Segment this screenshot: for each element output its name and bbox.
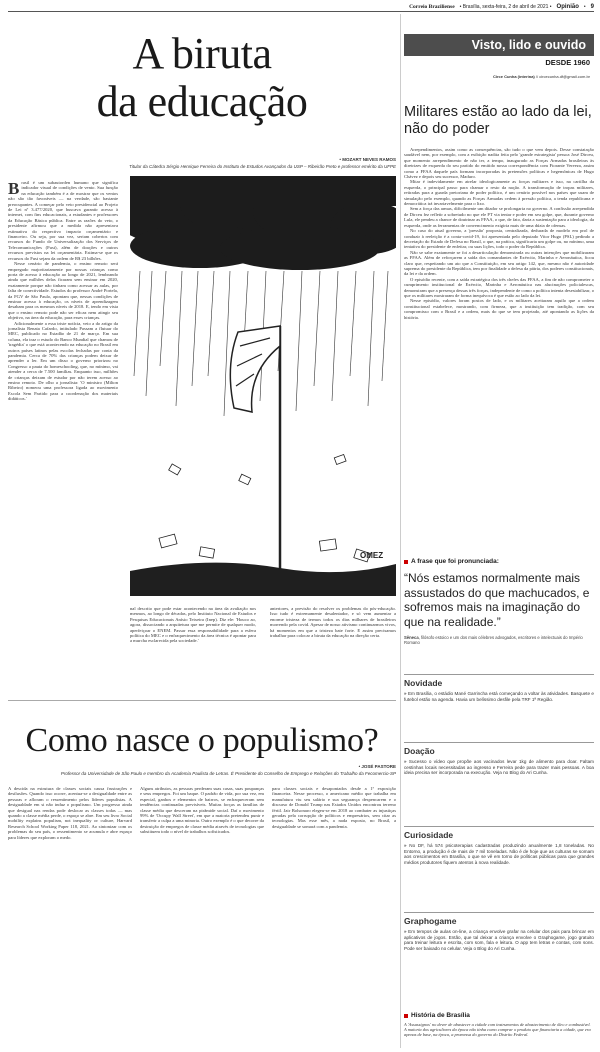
column-author-email: circecunha.df@gmail.com.br [539,74,590,79]
note-title: Curiosidade [404,826,594,840]
note-body: Em Brasília, o estádio Mané Garrincha está começando a voltar às atividades. Basquete e futebol estão na agenda. Havia um belíssimo desfile pela TRF 1ª Região. [404,691,594,702]
paragraph: Adicionalmente a essa triste notícia, veio a do artigo da jornalista Renata Cafardo, intitulado Passam a flutuar do MEC, publicado no Estadão de 21 de março. Em sua coluna, ela traz o estudo do Banco Mundial que chamou de 'tragédia' o que está acontecendo na educação no Brasil em outros países latinos pelas escolas fechadas por conta da pandemia. Cerca de 70% das crianças podem deixar de aprender a ler. Em um disso o governo priorizou no Congresso a pauta do homeschooling, que, no mínimo, vai atender a cerca de 7.500 famílias. Enquanto isso, milhões de crianças deixam de estudar por não terem acesso ao ensino remoto. De olho a jornalista: 'O ministro (Milton Ribeiro) nomeou uma professora ligada ao movimento Escola Sem Partido para a coordenação dos materiais didáticos.' [8,320,118,402]
article-title-education [8,30,396,126]
paragraph: Arrependimentos, assim como as consequências, são tudo o que vem depois. Desse constatação saudável nem, por exemplo, com a exibição nadita feita pelo 'grande estrategista' pessoa José Dirceu, que momento arrependimento de não ter, a tempo, inaugurado as Forças Armadas brasileiras às diretrizes de esquerda do seu partido do emitido nossa correspondência com Fiorante Vereeza, assim como a FFAA daquele país formam incorporadas às pretensões políticas e hegemônicas de Hugo Chávez e depois seu sucessor, Maduro. [404,147,594,180]
paragraph: Nesse cenário de pandemia, o ensino remoto será empregado majoritariamente por nossas crianças como porta de acesso à educação ao longo de 2021, lembrando ainda que milhões delas ficaram sem ensinar em 2020, exatamente porque não tinham como acessar as aulas, por falta de conectividade. Estudos do professor André Portela, da FGV de São Paulo, apontam que, nessas condições de ensinar acesso à educação, os níveis de aprendizagem desabam para os mesmos níveis de 2018. E, tendo em vista que o ensino remoto pode não ser eficaz nem atingir seu objetivo, na área da educação, para esses crianças. [8,261,118,321]
artist-signature: OMEZ [360,551,384,560]
column-author-name: Circe Cunha (interina) [492,74,535,79]
red-square-icon [404,560,408,564]
storm-clouds [130,176,396,270]
article-title-populism: Como nasce o populismo? [25,722,379,759]
note-curiosidade [404,826,594,865]
history-text: A 'Assassignos' no dever de abastecer a cidade com instrumentos de abastecimento de óleo e combustível. A maioria dos agricultores da época não tinha como comprar o produto que financiaria a cidade, que era apenas de base, na época, a promessa do governo do Distrito Federal. [404,1022,591,1038]
page-header-strip [8,3,594,12]
bullet: » [404,843,410,848]
note-text [404,843,594,865]
note-novidade [404,674,594,702]
quote-attribution [404,635,594,645]
title-line-2: da educação [96,77,308,126]
bullet: » [404,929,409,934]
author-name: • JOSÉ PASTORE [358,764,396,769]
article2-column-1 [8,786,132,1048]
note-body: Sucesso o vídeo que propõe aos vacinados levar 1kg de alimento para doar. Faltam cestinhas locais necessitadas ao ingresso e Ferreira pede para trazer mais pessoas. A boa ideia precisa ser incorporada na execução. Veja no Blog do Ari Cunha. [404,759,594,776]
main-column [8,14,396,1048]
paragraph: A descida na estrutura de classes sociais causa frustrações e desilusões. Quando isso ocorre, acentua-se a desigualdade entre as pessoas e afloram o ressentimento pelos líderes populistas. A desigualdade em si não induz o populismo. Um progresso ainda que desigual nas rendas pode deslocar as classes todas — mas quando a classe média perde, o espaço se abre. Em seu livro Social mobility explains populism, not inequality or culture, Harvard Research School Working Paper 118, 2021. Ao sintonizar com os problemas do seu país, o ressentimento se acumula e abre espaço para líderes que exploram o medo. [8,786,132,840]
column-body [404,147,594,551]
note-title: Novidade [404,674,594,688]
quote-label-text: A frase que foi pronunciada: [411,558,499,565]
paragraph: No caso do atual governo, a 'pressão' proposta, centralizada, dedurada de modelo em prol de conduzir à reeleição é a conta-covid-19, foi apresentada pelo deputado Vitor Hugo (PSL) pedindo a decretação do Estado de Defesa no Brasil, o que, na prática, significaria um golpe ou, no mínimo, uma tentativa do presidente de enfeitar, ou suas lições, todo o poder da República. [404,228,594,250]
paragraph: anteriores, a previsão do resolver os problemas do pós-educação. Isso tudo é extremamente desalentador, e só vem aumentar a enorme tristeza de termos todos os dias milhares de brasileiros morrendo pela covid. Apesar de nosso ativismo continuarmos vivos, há momentos em que a tristeza bate forte. E assim precisamos trabalhar para colocar a biruta da educação na direção certa. [270,606,396,639]
column-headline: Militares estão ao lado da lei, não do poder [404,104,592,137]
paragraph: Nesse episódio, valores foram postos de lado, e os militares aceitaram aquilo que a ordem constitucional estabelece, mostrando, com firmeza, que a instituição tem tradição, com seu compromisso com o Brasil e a ordem, mais do que se tem projetado, até apontando as lições da história. [404,298,594,320]
publication-name: Correio Braziliense [409,4,455,10]
separator: // [535,74,540,79]
note-grafogame [404,912,594,951]
dateline: • Brasília, sexta-feira, 2 de abril de 2021 • [459,4,552,10]
sidebar-column [404,14,594,1048]
byline [8,764,396,776]
quote-box [404,558,594,668]
history-label [404,1012,594,1019]
quote-author: Sêneca [404,635,419,640]
author-name: • MOZART NEVES RAMOS [339,157,396,162]
drop-cap: B [8,180,20,198]
article2-column-3 [272,786,396,1048]
note-text [404,691,594,702]
section-name: Opinião [556,4,579,10]
paragraph: Mitar é indevidamente em atrelar ideologicamente as forças militares e isso, na cartilha da esquerda, o principal passo para chamar o resto da nação. A transformação de tropas militares, retiradas para a guarda pretoriana de poder político, é um cenário possível nos países que usam de simulação pelo exemplo, quando as Forças Armadas cedem à pressão política, a tenda republicana e democrática irá invariavelmente para o lixo. [404,179,594,207]
illustration-windsock-storm [130,176,396,596]
quote-label [404,558,594,565]
column-author [404,74,594,79]
article-column-2 [130,606,256,686]
article-column-3 [270,606,396,686]
red-square-icon [404,1014,408,1018]
quote-text: “Nós estamos normalmente mais assustados do que machucados, e sofremos mais na imaginação do que na realidade.” [404,571,590,629]
note-title: Graphogame [404,912,594,926]
title-line-1: A biruta [132,29,272,78]
page-number: 9 [590,4,594,10]
article-column-1 [8,180,118,660]
note-text [404,929,594,951]
paragraph: nal descrito que pode estar acontecendo na área da avaliação nos mesmos, ao longo de décadas, pelo Instituto Nacional de Estudos e Pesquisas Educacionais Anísio Teixeira (Inep). Diz ele: 'Houco ao, agora, dissociando a arquitetura que me permite de qualquer modo, aperfeiçoar o ENEM. Passar essa responsabilidade para a esfera política do MEC e o enfraquecimento da área técnica é apontar para a murcha esclarecida pela sociedade.' [130,606,256,644]
author-credentials: Titular da Cátedra Sérgio Henrique Ferreira do Instituto de Estudos Avançados da USP – Ribeirão Preto e professor emérito da UFPE [129,164,396,169]
note-historia [404,1012,594,1052]
paragraph: rasil é um subautorden humano que significa indicador visual de condições de vento. Sua função na educação também é a de mostrar que os ventos não são tão favoráveis — na verdade, são bastante preocupantes. A começar pelo veto presidencial ao Projeto de Lei nº 3.477/2020, que buscava garantir acesso à internet, com fins educacionais, a estudantes e professores da Educação Básica pública. Entre as razões do veto, o presidente afirmou que a medida não apresentava estimativa do respectivo impacto orçamentário e financeiro. Ou seja, por sua vez, seriam cobertos com recursos do Fundo de Universalização dos Serviços de Telecomunicações (Fust), além de doações e outros recursos previstos na lei orçamentária. Estima-se que os recursos do Fust sejam da ordem de R$ 23 bilhões. [8,180,118,261]
note-body: No DF, há 574 psicoterapias cadastradas produzindo anualmente 1,8 toneladas. No Entorno, a produção é de mais de 7 mil toneladas. Não é de hoje que as culturas se somam aos crescimentos em Brasília, o que se vê em torno de políticas públicas para que grandes médios produtores fiquem atentos à nova realidade. [404,843,594,865]
note-body: Em tempos de aulas on-line, a criança envolve grafar na celular dos pais para brincar em aplicativos de jogos. Então, que tal deixar a criança envolve o Graphogame, jogo gratuito para treinar leitura e escrita, com som, fala e leitura. O app tem letras e contas, com sons. Pode ser baixado no celular. Veja o Blog do Ari Cunha. [404,929,594,951]
author-credentials: Professor da Universidade de São Paulo e membro da Academia Paulista de Letras. É Presidente do Conselho de Emprego e Relações do Trabalho da Fecomercio-SP [60,771,396,776]
column-banner: Visto, lido e ouvido [404,34,594,56]
bullet: » [404,691,408,696]
column-divider [400,14,401,1048]
history-title: História de Brasília [411,1012,470,1019]
paragraph: Alguns atributos, as pessoas perderam suas casas, suas poupanças e seus empregos. Foi um baque. O padrão de vida, por sua vez, em especial, ganhos e elementos de bairros, se enfraqueceram sem tendências continuadas previsíveis. Muitas forças as famílias de classe média que desceram na pirâmide social. Daí o movimento 99% de 'Occupy Wall Street', em que a maioria pretendeu punir e transferir a culpa a uma minoria. Outro exemplo é o que decorre da destruição de empregos de classe média através de tecnologias que substituem todo o nível de trabalhos sofisticados. [140,786,264,835]
bullet: » [404,759,409,764]
section-divider [8,700,396,701]
paragraph: O episódio recente, com a saída estratégica dos três chefes das FFAA, a fim de não comprometer o cumprimento institucional de Exército, Marinha e Aeronáutica nas alucinações policialescas, demonstram que a presença dessas três forças, independente de como a política intenta desestabilizar, o que os militares mostraram de forma inequívoca é que estão ao lado da lei. [404,276,594,298]
paragraph: para classes sociais e desapontados desde a 1ª exposição financeira. Nesse processo, o americano médio que trabalha em manufatura viu seu salário e sua segurança despencarem e o discurso de Donald Trump nas Estados Unidos encontrou terreno fértil. Jair Bolsonaro elegeu-se em 2018 ao combater as injustiças geradas pela corrupção de políticos e empresários, sem citar as tecnologias. Mas esse mês, a nada exposto, no Brasil, a desigualdade se somará com a pandemia. [272,786,396,829]
paragraph: Não se sabe exatamente se foi a desarticulação demonstrada ou outras intenções que mobilizaram as FFAA. Além de reforçarem a saída dos comandantes de Exército, Marinha e Aeronáutica, ficou claro que, respeitando um ato que a Constituição, em seu artigo 142, que, mesmo não é autoridade suprema do presidente da República, tem por finalidade a defesa da pátria, dos poderes constitucionais, da lei e da ordem. [404,249,594,277]
note-text [404,759,594,776]
note-title: Doação [404,742,594,756]
article2-column-2 [140,786,264,1048]
separator: • [583,4,586,10]
column-since: DESDE 1960 [545,58,590,67]
byline [8,157,396,169]
paragraph: Sem a força das armas, dificilmente um ditador se prolongaria no governo. A confissão arrependida de Dirceu fez refletir a sobretudo no que ele PT via tentar e poder em seu golpe, que, durante governo Lula, ele pendeu a chance de doutrinar as FFAA, o que, de fato, daria a sustentação para a ideologia, da esquerda, onde as ferramentas de convencimento exigiria mais de uma dúzia de ofensas. [404,206,594,228]
quote-author-desc: , filósofo estoico e um dos mais célebres advogados, escritores e intelectuais do Império Romano [404,635,583,645]
note-doacao [404,742,594,776]
